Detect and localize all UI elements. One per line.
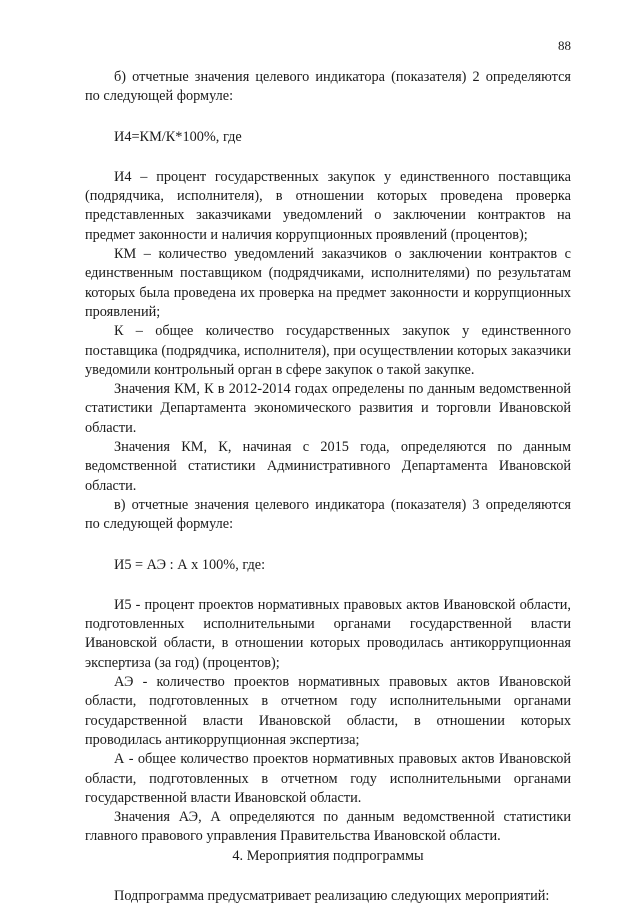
formula-i4: И4=КМ/К*100%, где (114, 128, 242, 145)
closing-paragraph: Подпрограмма предусматривает реализацию следующих мероприятий: (114, 887, 550, 904)
definitions-block-1 (85, 168, 571, 535)
paragraph-v-intro: в) отчетные значения целевого индикатора (показателя) 3 определяются по следующей формуле: (85, 496, 571, 533)
section-heading: 4. Мероприятия подпрограммы (232, 847, 424, 864)
values-km-k-2012-2014: Значения КМ, К в 2012-2014 годах определены по данным ведомственной статистики Департамента экономического развития и торговли Ивановской области. (85, 381, 571, 436)
definition-km: КМ – количество уведомлений заказчиков о заключении контрактов с единственным поставщиком (подрядчиками, исполнителями) по результатам которых была проведена их проверка на предмет законности и коррупционных проявлений; (85, 246, 571, 320)
definition-k: К – общее количество государственных закупок у единственного поставщика (подрядчика, исполнителя), при осуществлении которых заказчики уведомили контрольный орган в сфере закупок о такой закупке. (85, 323, 571, 378)
paragraph-b-intro: б) отчетные значения целевого индикатора (показателя) 2 определяются по следующей формуле: (85, 69, 571, 105)
definition-i5: И5 - процент проектов нормативных правовых актов Ивановской области, подготовленных исполнительными органами государственной власти Ивановской области, в отношении которых проводилась антикоррупционная экспертиза (за год) (процентов); (85, 596, 571, 671)
page-number: 88 (558, 38, 571, 53)
formula-i5: И5 = АЭ : А х 100%, где: (114, 556, 266, 573)
values-ae-a: Значения АЭ, А определяются по данным ведомственной статистики главного правового управления Правительства Ивановской области. (85, 809, 571, 845)
page-content (85, 68, 571, 906)
definitions-block-2 (85, 596, 571, 847)
definition-i4: И4 – процент государственных закупок у единственного поставщика (подрядчика, исполнителя), в отношении которых проведена проверка представленных заказчиками уведомлений о заключении контрактов на предмет законности и наличия коррупционных проявлений (процентов); (85, 168, 571, 243)
definition-ae: АЭ - количество проектов нормативных правовых актов Ивановской области, подготовленных в отчетном году исполнительными органами государственной власти Ивановской области, в отношении которых проводилась антикоррупционная экспертиза; (85, 674, 571, 748)
values-km-k-2015: Значения КМ, К, начиная с 2015 года, определяются по данным ведомственной статистики Административного Департамента Ивановской области. (85, 439, 571, 494)
definition-a: А - общее количество проектов нормативных правовых актов Ивановской области, подготовленных в отчетном году исполнительными органами государственной власти Ивановской области. (85, 751, 571, 806)
